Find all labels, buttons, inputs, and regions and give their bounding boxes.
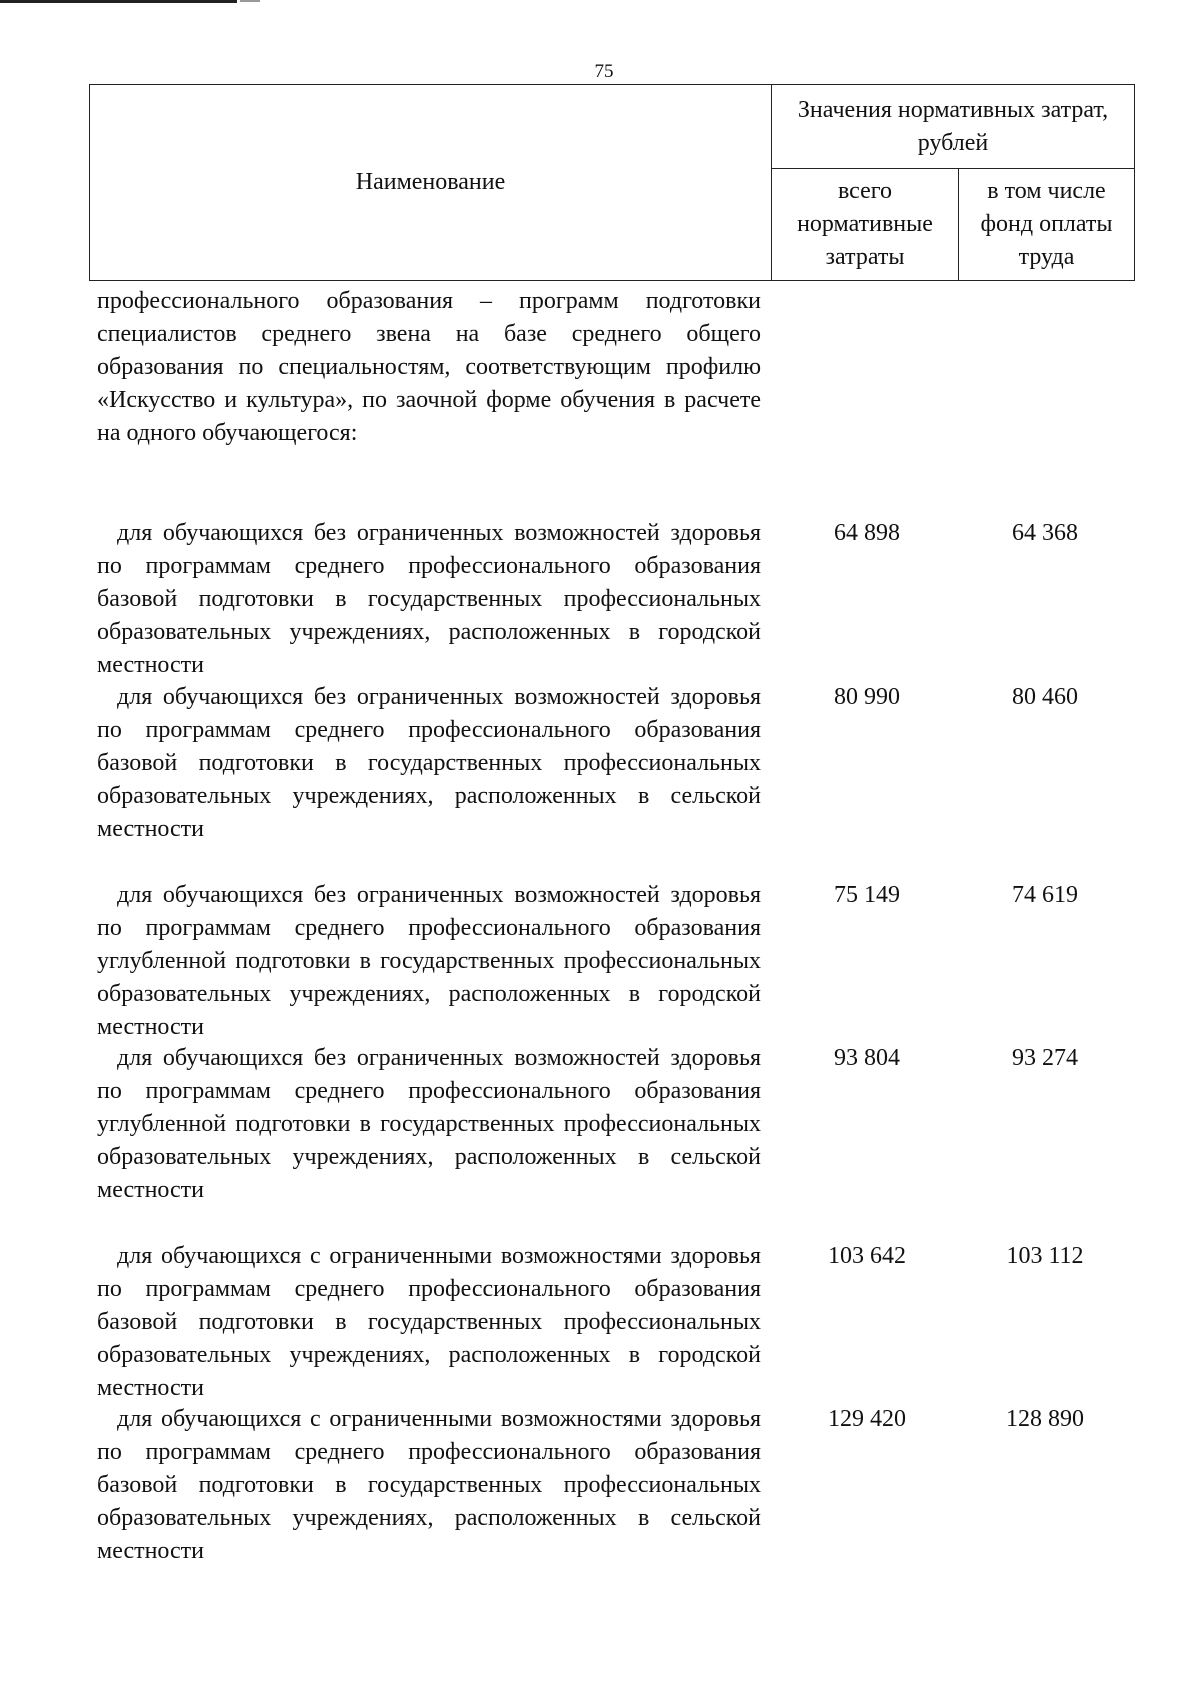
row-wage-value: 80 460 — [1012, 684, 1078, 710]
row-description: для обучающихся с ограниченными возможностями здоровья по программам среднего профессионального образования базовой подготовки в государственных профессиональных образовательных учреждениях, расположенных в городской местности — [97, 1243, 761, 1401]
header-name-cell — [90, 85, 772, 281]
intro-text: профессионального образования – программ подготовки специалистов среднего звена на базе среднего общего образования по специальностям, соответствующим профилю «Искусство и культура», по заочной форме обучения в расчете на одного обучающегося: — [97, 288, 761, 446]
header-total-cell — [772, 169, 959, 281]
row-total-value: 93 804 — [834, 1045, 900, 1071]
header-wage-cell — [959, 169, 1135, 281]
header-values-group-cell — [772, 85, 1135, 169]
row-wage-value: 64 368 — [1012, 520, 1078, 546]
row-description: для обучающихся без ограниченных возможностей здоровья по программам среднего профессионального образования базовой подготовки в государственных профессиональных образовательных учреждениях, расположенных в сельской местности — [97, 684, 761, 842]
top-rule — [0, 0, 237, 3]
row-description: для обучающихся без ограниченных возможностей здоровья по программам среднего профессионального образования базовой подготовки в государственных профессиональных образовательных учреждениях, расположенных в городской местности — [97, 520, 761, 678]
header-name-label: Наименование — [355, 169, 506, 195]
row-total-value: 129 420 — [828, 1406, 906, 1432]
page-number: 75 — [594, 61, 614, 82]
row-total-value: 103 642 — [828, 1243, 906, 1269]
header-wage-label: в том числе фонд оплаты труда — [980, 178, 1113, 270]
top-rule-faint — [240, 0, 260, 2]
row-wage-value: 93 274 — [1012, 1045, 1078, 1071]
row-description: для обучающихся без ограниченных возможностей здоровья по программам среднего профессионального образования углубленной подготовки в государственных профессиональных образовательных учреждениях, расположенных в сельской местности — [97, 1045, 761, 1203]
row-wage-value: 103 112 — [1006, 1243, 1084, 1269]
row-description: для обучающихся с ограниченными возможностями здоровья по программам среднего профессионального образования базовой подготовки в государственных профессиональных образовательных учреждениях, расположенных в сельской местности — [97, 1406, 761, 1564]
header-table — [89, 84, 1135, 281]
row-description: для обучающихся без ограниченных возможностей здоровья по программам среднего профессионального образования углубленной подготовки в государственных профессиональных образовательных учреждениях, расположенных в городской местности — [97, 882, 761, 1040]
row-total-value: 75 149 — [834, 882, 900, 908]
row-total-value: 64 898 — [834, 520, 900, 546]
row-wage-value: 128 890 — [1006, 1406, 1084, 1432]
row-wage-value: 74 619 — [1012, 882, 1078, 908]
header-total-label: всего нормативные затраты — [797, 178, 933, 270]
header-values-group-label: Значения нормативных затрат, рублей — [797, 96, 1109, 156]
row-total-value: 80 990 — [834, 684, 900, 710]
